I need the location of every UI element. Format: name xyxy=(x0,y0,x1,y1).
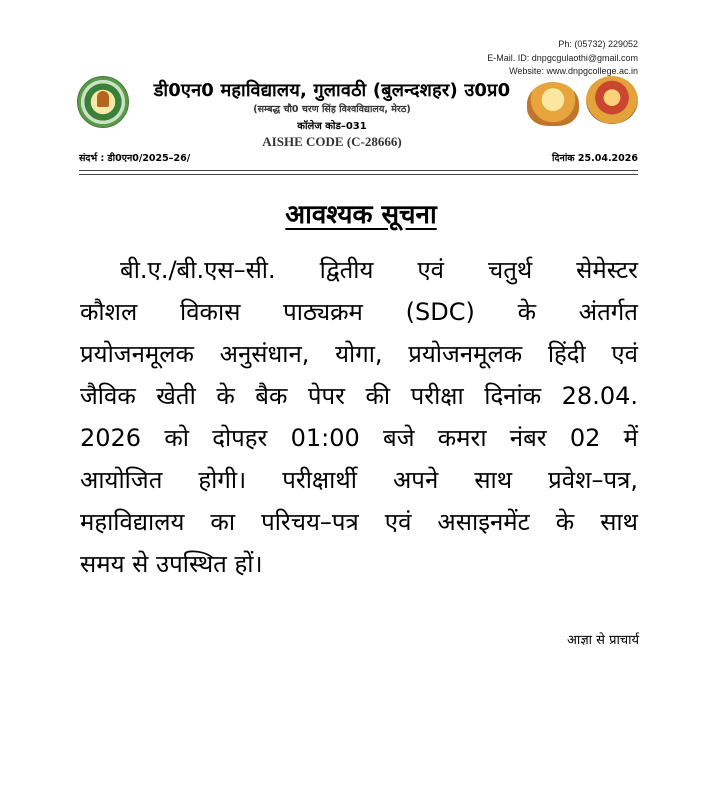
contact-block xyxy=(487,38,638,79)
principal-signature-line: आज्ञा से प्राचार्य xyxy=(567,633,639,648)
email-address[interactable]: E-Mail. ID: dnpgcgulaothi@gmail.com xyxy=(487,52,638,63)
affiliation-line: (सम्बद्ध चौ0 चरण सिंह विश्वविद्यालय, मेरठ) xyxy=(253,104,411,115)
college-name: डी0एन0 महाविद्यालय, गुलावठी (बुलन्दशहर) उ0प्र0 xyxy=(153,80,511,101)
notice-line: आयोजित होगी। परीक्षार्थी अपने साथ प्रवेश–पत्र, xyxy=(80,466,638,494)
college-emblem-logo xyxy=(77,76,129,128)
header-divider xyxy=(79,170,638,171)
notice-line: समय से उपस्थित हों। xyxy=(80,550,263,578)
notice-line: बी.ए./बी.एस–सी. द्वितीय एवं चतुर्थ सेमेस्टर xyxy=(120,256,638,284)
notice-line: महाविद्यालय का परिचय–पत्र एवं असाइनमेंट के साथ xyxy=(80,508,638,536)
deity-portrait-logo xyxy=(586,76,638,124)
reference-number: संदर्भ : डी0एन0/2025–26/ xyxy=(79,153,191,164)
notice-line: 2026 को दोपहर 01:00 बजे कमरा नंबर 02 में xyxy=(80,424,638,452)
notice-title: आवश्यक सूचना xyxy=(285,200,437,230)
notice-line: जैविक खेती के बैक पेपर की परीक्षा दिनांक 28.04. xyxy=(80,382,638,410)
header-divider-secondary xyxy=(79,174,638,175)
college-code: कॉलेज कोड–031 xyxy=(297,121,367,132)
phone-number: Ph: (05732) 229052 xyxy=(558,39,638,49)
aishe-code: AISHE CODE (C-28666) xyxy=(262,134,402,149)
right-emblem-logo xyxy=(527,82,579,126)
issue-date: दिनांक 25.04.2026 xyxy=(552,153,638,164)
notice-line: प्रयोजनमूलक अनुसंधान, योगा, प्रयोजनमूलक हिंदी एवं xyxy=(80,340,638,368)
notice-body xyxy=(80,250,638,580)
notice-line: कौशल विकास पाठ्यक्रम (SDC) के अंतर्गत xyxy=(80,298,638,326)
website-link[interactable]: Website: www.dnpgcollege.ac.in xyxy=(509,66,638,76)
